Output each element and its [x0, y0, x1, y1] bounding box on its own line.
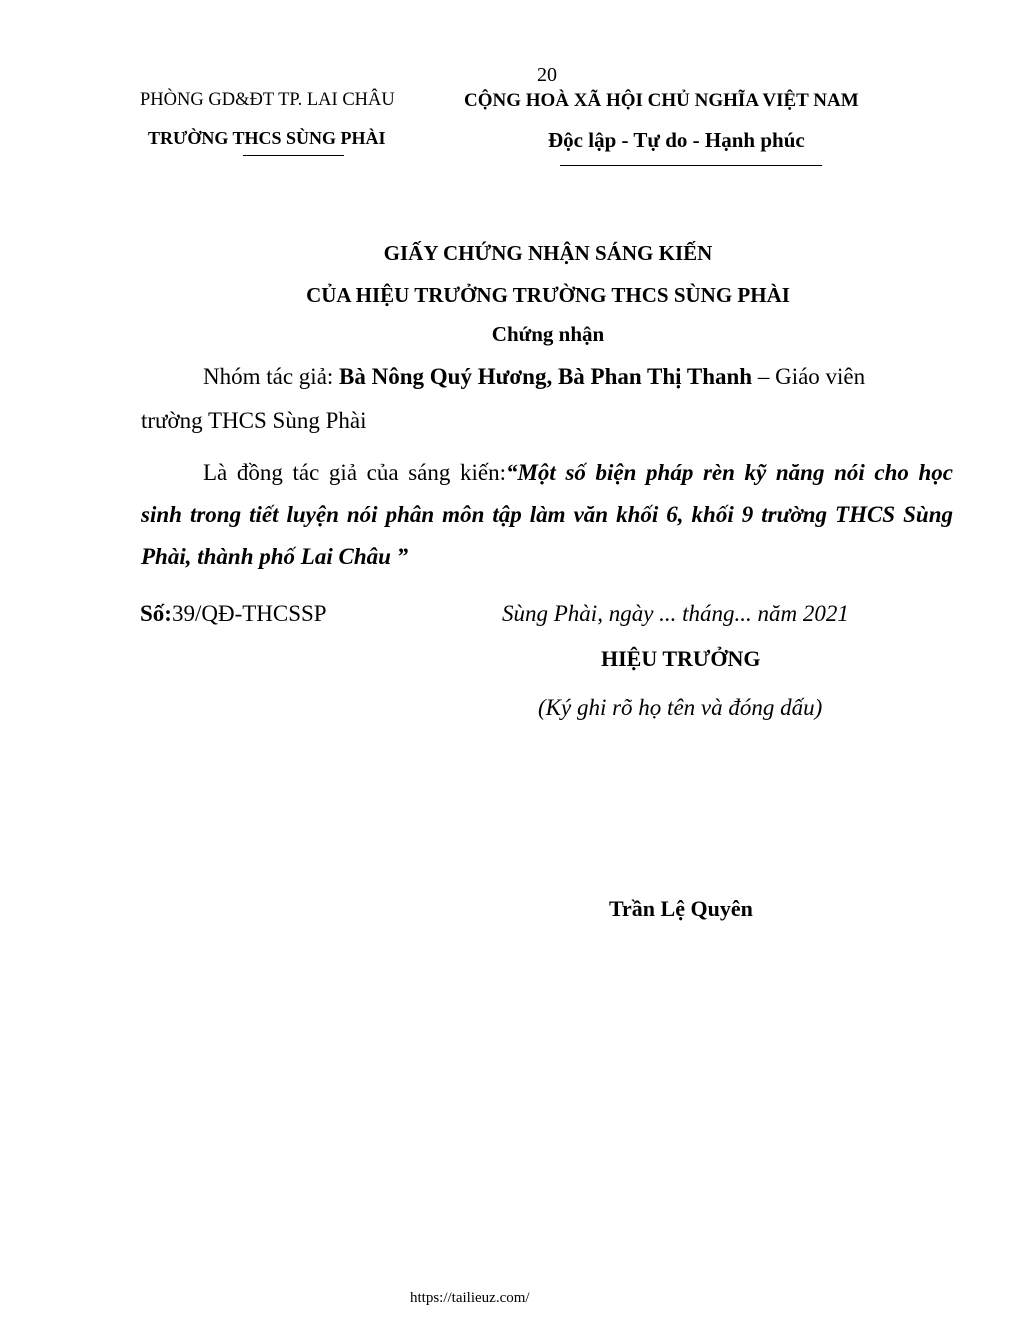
page-number: 20	[537, 64, 557, 86]
country-name: CỘNG HOÀ XÃ HỘI CHỦ NGHĨA VIỆT NAM	[464, 90, 859, 111]
author-names: Bà Nông Quý Hương, Bà Phan Thị Thanh	[339, 364, 753, 389]
signer-name: Trần Lệ Quyên	[609, 896, 753, 921]
authors-school: trường THCS Sùng Phài	[141, 408, 367, 433]
department-name: PHÒNG GD&ĐT TP. LAI CHÂU	[140, 90, 395, 110]
certification-heading: Chứng nhận	[491, 322, 605, 346]
decision-number-label: Số:	[140, 601, 172, 626]
national-motto: Độc lập - Tự do - Hạnh phúc	[548, 128, 805, 152]
signature-instruction: (Ký ghi rõ họ tên và đóng dấu)	[538, 695, 823, 720]
initiative-title-part-3: Phài, thành phố Lai Châu ”	[141, 544, 409, 569]
school-name: TRƯỜNG THCS SÙNG PHÀI	[148, 128, 386, 148]
certificate-title: GIẤY CHỨNG NHẬN SÁNG KIẾN	[383, 241, 713, 265]
initiative-title-part-2: sinh trong tiết luyện nói phân môn tập làm văn khối 6, khối 9 trường THCS Sùng	[141, 502, 953, 527]
initiative-label: Là đồng tác giả của sáng kiến:	[203, 460, 506, 485]
footer-url: https://tailieuz.com/	[410, 1290, 530, 1306]
place-and-date: Sùng Phài, ngày ... tháng... năm 2021	[502, 601, 849, 626]
author-role: – Giáo viên	[752, 364, 866, 389]
decision-number	[140, 599, 327, 629]
initiative-line-1	[203, 458, 953, 488]
authors-line	[203, 362, 865, 392]
initiative-title-part-1: “Một số biện pháp rèn kỹ năng nói cho học	[505, 460, 953, 485]
decision-number-value: 39/QĐ-THCSSP	[171, 601, 327, 626]
national-motto-underline	[560, 165, 822, 166]
certificate-subtitle: CỦA HIỆU TRƯỞNG TRƯỜNG THCS SÙNG PHÀI	[306, 283, 790, 307]
signer-position: HIỆU TRƯỞNG	[601, 646, 761, 671]
school-name-underline	[243, 155, 344, 156]
authors-label: Nhóm tác giả:	[203, 364, 340, 389]
